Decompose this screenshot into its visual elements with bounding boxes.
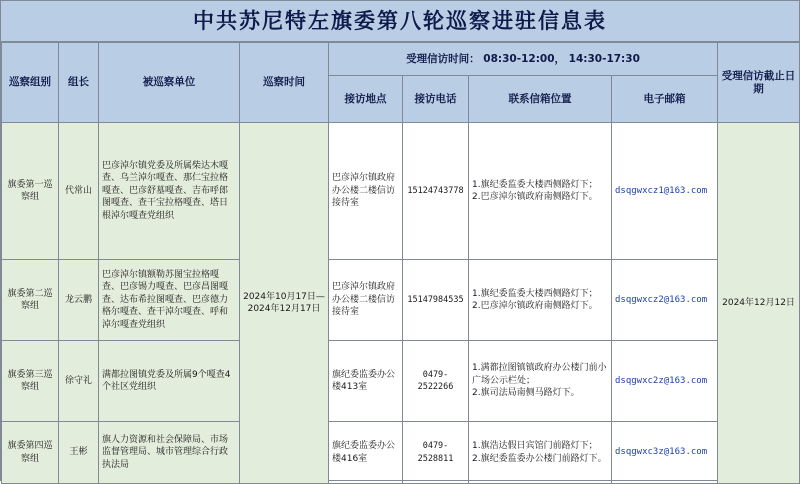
table-row [2,260,800,341]
phone-cell: 0479-2528811 [403,422,469,484]
mailbox-line: 2.巴彦淖尔镇政府南侧路灯下。 [472,192,598,202]
inspection-table [1,42,800,484]
units-cell: 满都拉图镇党委及所属9个嘎查4个社区党组织 [99,341,240,422]
units-cell: 旗人力资源和社会保障局、市场监督管理局、城市管理综合行政执法局 [99,422,240,484]
email-link[interactable]: dsqgwxcz2@163.com [612,260,718,341]
mailbox-cell [469,123,612,260]
phone-cell: 15147984535 [403,260,469,341]
col-header-mailbox: 联系信箱位置 [469,76,612,123]
leader-cell: 代常山 [59,123,99,260]
leader-cell: 徐守礼 [59,341,99,422]
place-cell: 旗纪委监委办公楼416室 [329,422,403,484]
page-title: 中共苏尼特左旗委第八轮巡察进驻信息表 [1,1,799,42]
mailbox-line: 2.巴彦淖尔镇政府南侧路灯下。 [472,301,598,311]
mailbox-line: 2.旗司法局南侧马路灯下。 [472,388,580,399]
leader-cell: 龙云鹏 [59,260,99,341]
col-header-hours: 受理信访时间： 08:30-12:00， 14:30-17:30 [329,43,718,76]
col-header-deadline: 受理信访截止日期 [718,43,800,123]
phone-cell: 0479-2522266 [403,341,469,422]
col-header-phone: 接访电话 [403,76,469,123]
place-cell: 旗纪委监委办公楼413室 [329,341,403,422]
header-row-top [2,43,800,76]
email-link[interactable]: dsqgwxcz1@163.com [612,123,718,260]
mailbox-cell [469,341,612,422]
email-link[interactable]: dsqgwxc2z@163.com [612,341,718,422]
place-cell: 巴彦淖尔镇政府办公楼二楼信访接待室 [329,260,403,341]
phone-cell: 15124743778 [403,123,469,260]
mailbox-line: 1.满都拉图镇镇政府办公楼门前小广场公示栏处； [472,363,607,386]
group-cell: 旗委第四巡察组 [2,422,59,484]
group-cell: 旗委第三巡察组 [2,341,59,422]
table-row [2,422,800,484]
units-cell: 巴彦淖尔镇额勒苏图宝拉格嘎查、巴彦锡力嘎查、巴彦昌图嘎查、达布希拉图嘎查、巴彦德力格尔嘎查、查干淖尔嘎查、呼和淖尔嘎查党组织 [99,260,240,341]
mailbox-line: 1.旗纪委监委大楼西侧路灯下； [472,179,598,190]
leader-cell: 王彬 [59,422,99,484]
mailbox-cell [469,422,612,484]
place-cell: 巴彦淖尔镇政府办公楼二楼信访接待室 [329,123,403,260]
col-header-group: 巡察组别 [2,43,59,123]
deadline-cell: 2024年12月12日 [718,123,800,484]
col-header-leader: 组长 [59,43,99,123]
mailbox-line: 2.旗纪委监委办公楼门前路灯下。 [472,453,607,464]
col-header-units: 被巡察单位 [99,43,240,123]
mailbox-line: 1.旗纪委监委大楼西侧路灯下； [472,288,598,299]
group-cell: 旗委第二巡察组 [2,260,59,341]
period-cell: 2024年10月17日—2024年12月17日 [240,123,329,484]
units-cell: 巴彦淖尔镇党委及所属柴达木嘎查、乌兰淖尔嘎查、那仁宝拉格嘎查、巴彦舒墓嘎查、吉布呼郎图嘎查、查干宝拉格嘎查、塔日根淖尔嘎查党组织 [99,123,240,260]
table-row [2,123,800,260]
mailbox-cell [469,260,612,341]
table-row [2,341,800,422]
mailbox-line: 1.旗浩达假日宾馆门前路灯下； [472,441,598,451]
col-header-email: 电子邮箱 [612,76,718,123]
group-cell: 旗委第一巡察组 [2,123,59,260]
col-header-time: 巡察时间 [240,43,329,123]
email-link[interactable]: dsqgwxc3z@163.com [612,422,718,484]
col-header-place: 接访地点 [329,76,403,123]
